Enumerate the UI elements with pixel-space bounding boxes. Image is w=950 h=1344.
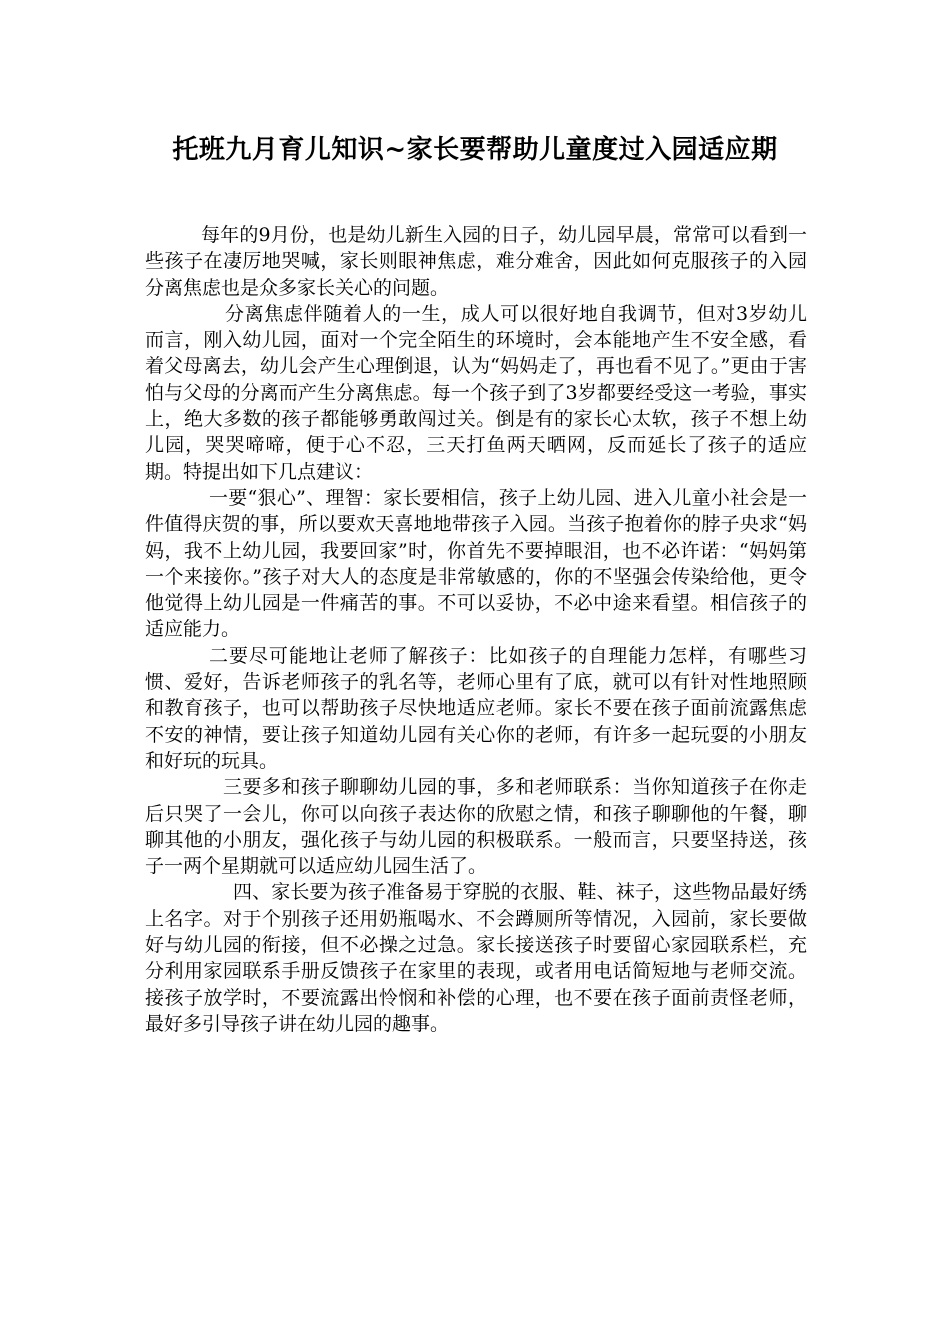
paragraph-intro: 每年的9月份，也是幼儿新生入园的日子，幼儿园早晨，常常可以看到一些孩子在凄厉地哭喊，家长则眼神焦虑，难分难舍，因此如何克服孩子的入园分离焦虑也是众多家长关心的问题。 (145, 224, 807, 299)
paragraph-suggestion-four: 四、家长要为孩子准备易于穿脱的衣服、鞋、袜子，这些物品最好绣上名字。对于个别孩子还用奶瓶喝水、不会蹲厕所等情况，入园前，家长要做好与幼儿园的衔接，但不必操之过急。家长接送孩子时要留心家园联系栏，充分利用家园联系手册反馈孩子在家里的表现，或者用电话简短地与老师交流。接孩子放学时，不要流露出怜悯和补偿的心理，也不要在孩子面前责怪老师，最好多引导孩子讲在幼儿园的趣事。 (145, 881, 807, 1035)
paragraph-suggestion-one: 一要“狠心”、理智：家长要相信，孩子上幼儿园、进入儿童小社会是一件值得庆贺的事，所以要欢天喜地地带孩子入园。当孩子抱着你的脖子央求“妈妈，我不上幼儿园，我要回家”时，你首先不要掉眼泪，也不必许诺：“妈妈第一个来接你。”孩子对大人的态度是非常敏感的，你的不坚强会传染给他，更令他觉得上幼儿园是一件痛苦的事。不可以妥协，不必中途来看望。相信孩子的适应能力。 (145, 486, 807, 641)
paragraph-separation-anxiety: 分离焦虑伴随着人的一生，成人可以很好地自我调节，但对3岁幼儿而言，刚入幼儿园，面对一个完全陌生的环境时，会本能地产生不安全感，看着父母离去，幼儿会产生心理倒退，认为“妈妈走了，再也看不见了。”更由于害怕与父母的分离而产生分离焦虑。每一个孩子到了3岁都要经受这一考验，事实上，绝大多数的孩子都能够勇敢闯过关。倒是有的家长心太软，孩子不想上幼儿园，哭哭啼啼，便于心不忍，三天打鱼两天晒网，反而延长了孩子的适应期。特提出如下几点建议： (145, 302, 807, 483)
document-body (145, 222, 807, 1037)
paragraph-suggestion-two: 二要尽可能地让老师了解孩子：比如孩子的自理能力怎样，有哪些习惯、爱好，告诉老师孩子的乳名等，老师心里有了底，就可以有针对性地照顾和教育孩子，也可以帮助孩子尽快地适应老师。家长不要在孩子面前流露焦虑不安的神情，要让孩子知道幼儿园有关心你的老师，有许多一起玩耍的小朋友和好玩的玩具。 (145, 644, 807, 772)
document-title: 托班九月育儿知识~家长要帮助儿童度过入园适应期 (172, 135, 778, 165)
paragraph-suggestion-three: 三要多和孩子聊聊幼儿园的事，多和老师联系：当你知道孩子在你走后只哭了一会儿，你可以向孩子表达你的欣慰之情，和孩子聊聊他的午餐，聊聊其他的小朋友，强化孩子与幼儿园的积极联系。一般而言，只要坚持送，孩子一两个星期就可以适应幼儿园生活了。 (145, 776, 807, 878)
